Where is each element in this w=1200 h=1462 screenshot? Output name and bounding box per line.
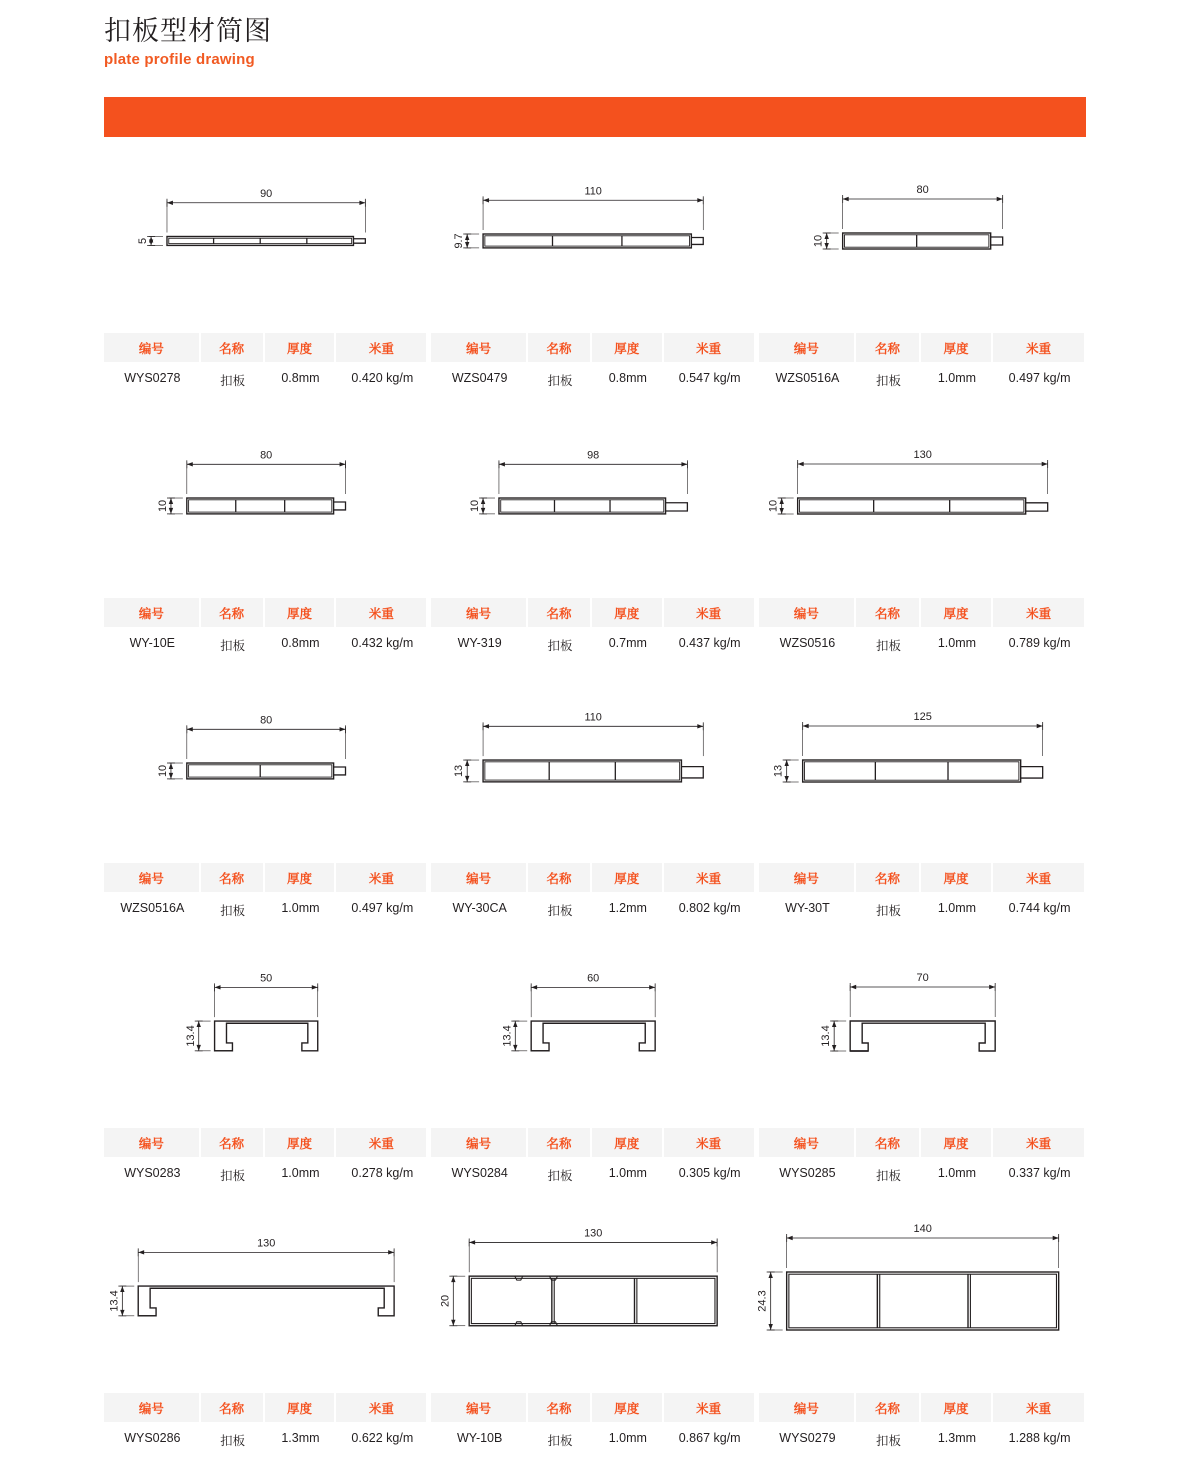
spec-value-code: WYS0285 (759, 1157, 857, 1194)
svg-text:110: 110 (584, 711, 603, 724)
spec-value-thickness: 1.0mm (265, 892, 337, 929)
svg-text:10: 10 (156, 499, 169, 513)
profile-grid (104, 137, 1086, 1462)
svg-text:90: 90 (260, 187, 273, 200)
page-title-en: plate profile drawing (104, 51, 255, 68)
svg-text:80: 80 (260, 714, 273, 727)
spec-value-weight: 0.305 kg/m (664, 1157, 756, 1194)
spec-header-name: 名称 (856, 598, 921, 627)
spec-value-weight: 0.802 kg/m (664, 892, 756, 929)
spec-value-code: WY-30T (759, 892, 857, 929)
spec-header-weight: 米重 (664, 863, 756, 892)
spec-value-code: WYS0286 (104, 1422, 201, 1459)
spec-value-name: 扣板 (528, 892, 592, 929)
spec-value-thickness: 1.0mm (921, 627, 993, 664)
profile-card (431, 402, 758, 667)
svg-text:10: 10 (767, 499, 780, 513)
profile-card (104, 932, 431, 1197)
svg-text:125: 125 (913, 711, 932, 723)
svg-text:13.4: 13.4 (819, 1025, 832, 1047)
spec-header-code: 编号 (431, 598, 528, 627)
spec-value-code: WZS0516 (759, 627, 857, 664)
spec-header-name: 名称 (528, 1128, 592, 1157)
spec-value-weight: 0.420 kg/m (336, 362, 428, 399)
spec-value-code: WYS0279 (759, 1422, 857, 1459)
spec-value-name: 扣板 (856, 1157, 921, 1194)
svg-text:98: 98 (587, 449, 600, 462)
spec-value-name: 扣板 (528, 1157, 592, 1194)
profile-card (104, 1197, 431, 1462)
profile-card (759, 137, 1086, 402)
spec-header-thickness: 厚度 (921, 1128, 993, 1157)
spec-header-weight: 米重 (336, 1128, 428, 1157)
spec-header-name: 名称 (856, 333, 921, 362)
spec-table (759, 863, 1086, 929)
spec-table (431, 863, 755, 929)
spec-header-code: 编号 (104, 1128, 201, 1157)
profile-card (756, 1197, 1086, 1462)
svg-text:60: 60 (587, 972, 600, 985)
spec-header-name: 名称 (528, 1393, 592, 1422)
spec-value-name: 扣板 (856, 1422, 921, 1459)
svg-text:130: 130 (913, 449, 932, 461)
profile-drawing (431, 137, 755, 333)
spec-header-name: 名称 (856, 1128, 921, 1157)
spec-value-thickness: 0.8mm (265, 627, 337, 664)
spec-table (759, 1128, 1086, 1194)
profile-drawing (104, 932, 428, 1128)
spec-header-code: 编号 (431, 333, 528, 362)
spec-header-weight: 米重 (664, 598, 756, 627)
svg-text:130: 130 (257, 1237, 276, 1250)
spec-value-thickness: 1.0mm (265, 1157, 337, 1194)
spec-value-thickness: 1.3mm (265, 1422, 337, 1459)
profile-card (431, 1197, 758, 1462)
spec-header-code: 编号 (104, 1393, 201, 1422)
spec-header-name: 名称 (528, 598, 592, 627)
spec-value-name: 扣板 (201, 892, 265, 929)
profile-card (759, 402, 1086, 667)
spec-header-weight: 米重 (664, 1393, 756, 1422)
spec-value-name: 扣板 (528, 627, 592, 664)
spec-value-weight: 0.547 kg/m (664, 362, 756, 399)
spec-header-name: 名称 (201, 1393, 265, 1422)
svg-text:80: 80 (916, 184, 929, 196)
spec-value-weight: 0.432 kg/m (336, 627, 428, 664)
svg-text:13.4: 13.4 (184, 1025, 197, 1047)
spec-header-thickness: 厚度 (592, 863, 664, 892)
spec-table (104, 1128, 428, 1194)
spec-table (431, 333, 755, 399)
spec-value-thickness: 1.2mm (592, 892, 664, 929)
spec-header-name: 名称 (856, 863, 921, 892)
profile-card (104, 137, 431, 402)
spec-header-weight: 米重 (993, 1393, 1086, 1422)
spec-table (104, 863, 428, 929)
spec-value-name: 扣板 (201, 627, 265, 664)
spec-table (759, 1393, 1086, 1459)
spec-header-code: 编号 (759, 1128, 857, 1157)
spec-value-thickness: 0.8mm (592, 362, 664, 399)
spec-value-name: 扣板 (528, 1422, 592, 1459)
spec-value-weight: 0.437 kg/m (664, 627, 756, 664)
svg-text:10: 10 (469, 499, 482, 513)
profile-drawing (104, 1197, 428, 1393)
spec-table (104, 1393, 428, 1459)
spec-value-name: 扣板 (856, 627, 921, 664)
spec-header-thickness: 厚度 (921, 863, 993, 892)
spec-header-code: 编号 (431, 863, 528, 892)
spec-header-code: 编号 (104, 598, 201, 627)
spec-value-thickness: 1.0mm (592, 1157, 664, 1194)
profile-drawing (759, 402, 1086, 598)
profile-card (104, 667, 431, 932)
profile-drawing (431, 932, 755, 1128)
spec-value-code: WY-10E (104, 627, 201, 664)
spec-value-code: WY-30CA (431, 892, 528, 929)
spec-header-name: 名称 (201, 598, 265, 627)
profile-drawing (104, 667, 428, 863)
spec-header-code: 编号 (431, 1393, 528, 1422)
spec-header-weight: 米重 (336, 863, 428, 892)
profile-card (759, 932, 1086, 1197)
spec-value-name: 扣板 (528, 362, 592, 399)
spec-header-code: 编号 (104, 333, 201, 362)
profile-drawing (431, 1197, 755, 1393)
spec-header-weight: 米重 (993, 333, 1086, 362)
svg-text:13: 13 (453, 764, 466, 778)
svg-text:130: 130 (584, 1227, 603, 1240)
svg-text:140: 140 (913, 1223, 932, 1235)
spec-value-name: 扣板 (201, 1422, 265, 1459)
profile-drawing (431, 402, 755, 598)
profile-drawing (104, 402, 428, 598)
spec-header-code: 编号 (759, 333, 857, 362)
spec-header-weight: 米重 (664, 1128, 756, 1157)
svg-text:13: 13 (772, 764, 785, 778)
spec-header-thickness: 厚度 (265, 333, 337, 362)
spec-value-code: WZS0516A (759, 362, 857, 399)
spec-table (759, 598, 1086, 664)
spec-header-code: 编号 (759, 863, 857, 892)
spec-value-name: 扣板 (856, 892, 921, 929)
spec-header-code: 编号 (104, 863, 201, 892)
spec-table (104, 598, 428, 664)
spec-value-thickness: 1.0mm (921, 362, 993, 399)
svg-text:50: 50 (260, 972, 273, 985)
profile-drawing (431, 667, 755, 863)
spec-header-thickness: 厚度 (921, 333, 993, 362)
svg-text:80: 80 (260, 449, 273, 462)
page-header (104, 14, 272, 70)
svg-text:13.4: 13.4 (501, 1025, 514, 1047)
profile-drawing (759, 667, 1086, 863)
spec-header-weight: 米重 (993, 1128, 1086, 1157)
spec-value-weight: 0.337 kg/m (993, 1157, 1086, 1194)
spec-value-weight: 0.278 kg/m (336, 1157, 428, 1194)
profile-card (431, 137, 758, 402)
spec-value-thickness: 0.8mm (265, 362, 337, 399)
spec-table (759, 333, 1086, 399)
spec-value-code: WY-319 (431, 627, 528, 664)
svg-text:5: 5 (137, 237, 150, 244)
spec-header-name: 名称 (201, 863, 265, 892)
spec-table (431, 598, 755, 664)
spec-value-thickness: 1.3mm (921, 1422, 993, 1459)
svg-text:20: 20 (439, 1294, 452, 1308)
svg-text:10: 10 (812, 234, 825, 248)
spec-value-name: 扣板 (201, 362, 265, 399)
spec-value-weight: 0.867 kg/m (664, 1422, 756, 1459)
spec-header-name: 名称 (856, 1393, 921, 1422)
spec-value-weight: 0.497 kg/m (993, 362, 1086, 399)
profile-card (104, 402, 431, 667)
spec-value-weight: 1.288 kg/m (993, 1422, 1086, 1459)
spec-value-code: WZS0516A (104, 892, 201, 929)
spec-header-thickness: 厚度 (592, 1128, 664, 1157)
spec-table (431, 1393, 755, 1459)
svg-text:10: 10 (156, 764, 169, 778)
spec-header-name: 名称 (201, 1128, 265, 1157)
spec-value-name: 扣板 (856, 362, 921, 399)
spec-header-thickness: 厚度 (265, 1128, 337, 1157)
spec-value-weight: 0.789 kg/m (993, 627, 1086, 664)
spec-table (104, 333, 428, 399)
svg-text:24.3: 24.3 (756, 1290, 769, 1312)
profile-card (431, 667, 758, 932)
spec-header-thickness: 厚度 (265, 598, 337, 627)
svg-text:9.7: 9.7 (453, 233, 466, 249)
spec-header-weight: 米重 (993, 598, 1086, 627)
spec-header-thickness: 厚度 (265, 863, 337, 892)
spec-value-weight: 0.622 kg/m (336, 1422, 428, 1459)
spec-header-code: 编号 (759, 598, 857, 627)
profile-card (759, 667, 1086, 932)
svg-text:13.4: 13.4 (108, 1290, 121, 1312)
spec-value-weight: 0.497 kg/m (336, 892, 428, 929)
spec-value-thickness: 1.0mm (921, 1157, 993, 1194)
page-title-cn: 扣板型材简图 (104, 16, 272, 46)
profile-drawing (759, 932, 1086, 1128)
spec-header-thickness: 厚度 (592, 1393, 664, 1422)
orange-header-bar (104, 97, 1086, 137)
spec-header-name: 名称 (528, 333, 592, 362)
spec-header-weight: 米重 (336, 333, 428, 362)
profile-drawing (759, 137, 1086, 333)
profile-card (431, 932, 758, 1197)
spec-header-thickness: 厚度 (921, 1393, 993, 1422)
spec-value-weight: 0.744 kg/m (993, 892, 1086, 929)
spec-value-thickness: 1.0mm (592, 1422, 664, 1459)
spec-header-thickness: 厚度 (592, 598, 664, 627)
spec-header-code: 编号 (759, 1393, 857, 1422)
spec-value-name: 扣板 (201, 1157, 265, 1194)
spec-value-thickness: 0.7mm (592, 627, 664, 664)
spec-header-code: 编号 (431, 1128, 528, 1157)
spec-table (431, 1128, 755, 1194)
spec-header-weight: 米重 (336, 598, 428, 627)
spec-header-thickness: 厚度 (592, 333, 664, 362)
svg-text:70: 70 (916, 972, 929, 984)
svg-text:110: 110 (584, 185, 603, 198)
spec-header-name: 名称 (528, 863, 592, 892)
spec-header-weight: 米重 (664, 333, 756, 362)
spec-header-weight: 米重 (993, 863, 1086, 892)
spec-value-code: WYS0283 (104, 1157, 201, 1194)
spec-value-code: WYS0278 (104, 362, 201, 399)
spec-value-thickness: 1.0mm (921, 892, 993, 929)
profile-drawing (104, 137, 428, 333)
spec-value-code: WYS0284 (431, 1157, 528, 1194)
spec-value-code: WZS0479 (431, 362, 528, 399)
profile-drawing (756, 1197, 1086, 1393)
spec-header-thickness: 厚度 (921, 598, 993, 627)
spec-header-weight: 米重 (336, 1393, 428, 1422)
spec-header-thickness: 厚度 (265, 1393, 337, 1422)
spec-value-code: WY-10B (431, 1422, 528, 1459)
spec-header-name: 名称 (201, 333, 265, 362)
